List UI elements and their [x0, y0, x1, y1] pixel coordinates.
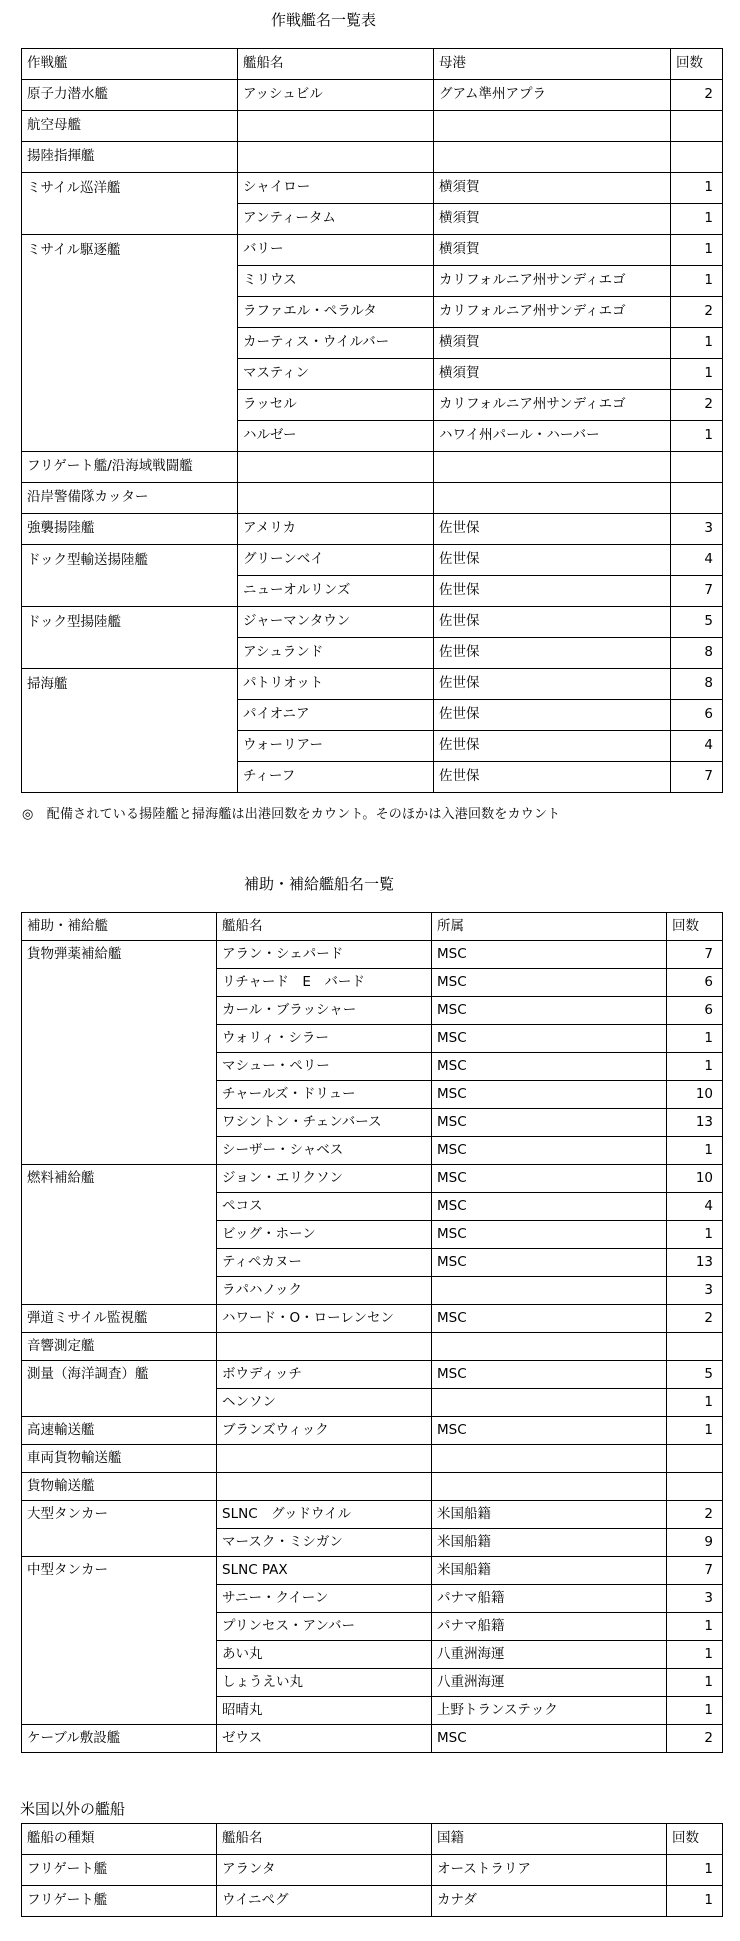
ship-name-cell: グリーンベイ — [238, 545, 434, 576]
table-row — [22, 1557, 723, 1585]
header-cell: 艦船名 — [217, 1824, 432, 1855]
table-row — [22, 1886, 723, 1917]
table-row — [22, 669, 723, 700]
homeport-cell: MSC — [432, 1249, 667, 1277]
homeport-cell: 横須賀 — [434, 328, 671, 359]
homeport-cell — [432, 1277, 667, 1305]
count-cell: 2 — [667, 1725, 723, 1753]
homeport-cell: 佐世保 — [434, 731, 671, 762]
ship-name-cell: パイオニア — [238, 700, 434, 731]
ship-type-cell — [22, 1669, 217, 1697]
ship-name-cell: アメリカ — [238, 514, 434, 545]
homeport-cell: 八重洲海運 — [432, 1641, 667, 1669]
ship-type-cell: フリゲート艦 — [22, 1886, 217, 1917]
header-cell: 母港 — [434, 49, 671, 80]
ship-type-cell — [22, 1137, 217, 1165]
count-cell: 1 — [667, 1221, 723, 1249]
homeport-cell: 米国船籍 — [432, 1501, 667, 1529]
count-cell: 1 — [667, 1641, 723, 1669]
header-cell: 艦船の種類 — [22, 1824, 217, 1855]
homeport-cell: 佐世保 — [434, 514, 671, 545]
table-row — [22, 142, 723, 173]
ship-type-cell — [22, 731, 238, 762]
ship-type-cell: ミサイル巡洋艦 — [22, 173, 238, 204]
count-cell: 5 — [671, 607, 723, 638]
table-row — [22, 1109, 723, 1137]
homeport-cell: MSC — [432, 1417, 667, 1445]
table-row — [22, 1193, 723, 1221]
ship-name-cell: ラファエル・ペラルタ — [238, 297, 434, 328]
count-cell: 13 — [667, 1249, 723, 1277]
ship-type-cell: 音響測定艦 — [22, 1333, 217, 1361]
table-row — [22, 1221, 723, 1249]
ship-name-cell: マシュー・ペリー — [217, 1053, 432, 1081]
homeport-cell: MSC — [432, 1025, 667, 1053]
ship-name-cell: ビッグ・ホーン — [217, 1221, 432, 1249]
table-row — [22, 1669, 723, 1697]
ship-type-cell: 燃料補給艦 — [22, 1165, 217, 1193]
homeport-cell: 佐世保 — [434, 762, 671, 793]
count-cell: 1 — [671, 328, 723, 359]
homeport-cell — [432, 1389, 667, 1417]
ship-name-cell: ハワード・O・ローレンセン — [217, 1305, 432, 1333]
table-row — [22, 1137, 723, 1165]
table-row — [22, 80, 723, 111]
count-cell: 6 — [667, 969, 723, 997]
ship-type-cell — [22, 1109, 217, 1137]
count-cell: 3 — [667, 1277, 723, 1305]
ship-type-cell — [22, 1585, 217, 1613]
ship-type-cell: 揚陸指揮艦 — [22, 142, 238, 173]
table-row — [22, 1697, 723, 1725]
count-cell: 10 — [667, 1081, 723, 1109]
count-cell: 2 — [671, 297, 723, 328]
homeport-cell: 横須賀 — [434, 173, 671, 204]
homeport-cell — [434, 483, 671, 514]
ship-name-cell: カーティス・ウイルバー — [238, 328, 434, 359]
homeport-cell: パナマ船籍 — [432, 1613, 667, 1641]
homeport-cell: 八重洲海運 — [432, 1669, 667, 1697]
count-cell: 7 — [671, 762, 723, 793]
ship-name-cell: ミリウス — [238, 266, 434, 297]
ship-type-cell — [22, 1277, 217, 1305]
ship-name-cell: チャールズ・ドリュー — [217, 1081, 432, 1109]
homeport-cell: 佐世保 — [434, 576, 671, 607]
ship-type-cell — [22, 204, 238, 235]
ship-name-cell: パトリオット — [238, 669, 434, 700]
homeport-cell: 佐世保 — [434, 700, 671, 731]
ship-name-cell: マースク・ミシガン — [217, 1529, 432, 1557]
table-row — [22, 1025, 723, 1053]
count-cell: 6 — [667, 997, 723, 1025]
homeport-cell: 横須賀 — [434, 235, 671, 266]
ship-type-cell: 航空母艦 — [22, 111, 238, 142]
ship-type-cell: 弾道ミサイル監視艦 — [22, 1305, 217, 1333]
homeport-cell: 米国船籍 — [432, 1529, 667, 1557]
header-cell: 回数 — [667, 913, 723, 941]
ship-type-cell — [22, 297, 238, 328]
homeport-cell: カリフォルニア州サンディエゴ — [434, 297, 671, 328]
table2-title: 補助・補給艦船名一覧 — [244, 875, 395, 893]
homeport-cell: カナダ — [432, 1886, 667, 1917]
ship-name-cell — [238, 483, 434, 514]
ship-name-cell: ボウディッチ — [217, 1361, 432, 1389]
table-row — [22, 1501, 723, 1529]
table-row — [22, 1529, 723, 1557]
homeport-cell: MSC — [432, 1137, 667, 1165]
ship-type-cell: 沿岸警備隊カッター — [22, 483, 238, 514]
table-row — [22, 545, 723, 576]
table-row — [22, 1725, 723, 1753]
table-row — [22, 1361, 723, 1389]
count-cell: 1 — [667, 1855, 723, 1886]
table-row — [22, 576, 723, 607]
table-row — [22, 1389, 723, 1417]
table-row — [22, 1305, 723, 1333]
ship-name-cell: ラッセル — [238, 390, 434, 421]
count-cell — [667, 1333, 723, 1361]
homeport-cell — [434, 452, 671, 483]
count-cell: 1 — [671, 173, 723, 204]
homeport-cell: 佐世保 — [434, 545, 671, 576]
ship-type-cell — [22, 1081, 217, 1109]
count-cell: 1 — [667, 1886, 723, 1917]
count-cell: 1 — [667, 1417, 723, 1445]
ship-type-cell: 貨物弾薬補給艦 — [22, 941, 217, 969]
table-row — [22, 762, 723, 793]
table-row — [22, 1445, 723, 1473]
homeport-cell: 佐世保 — [434, 638, 671, 669]
homeport-cell: MSC — [432, 1305, 667, 1333]
ship-name-cell: ジョン・エリクソン — [217, 1165, 432, 1193]
homeport-cell — [434, 142, 671, 173]
table-row — [22, 638, 723, 669]
table-row — [22, 941, 723, 969]
table-row — [22, 1053, 723, 1081]
ship-name-cell — [238, 452, 434, 483]
ship-type-cell: 測量（海洋調査）艦 — [22, 1361, 217, 1389]
ship-type-cell: 貨物輸送艦 — [22, 1473, 217, 1501]
count-cell: 7 — [671, 576, 723, 607]
ship-type-cell: フリゲート艦/沿海域戦闘艦 — [22, 452, 238, 483]
ship-type-cell: 掃海艦 — [22, 669, 238, 700]
ship-type-cell — [22, 997, 217, 1025]
homeport-cell: 上野トランステック — [432, 1697, 667, 1725]
count-cell: 3 — [671, 514, 723, 545]
ship-name-cell: マスティン — [238, 359, 434, 390]
count-cell: 3 — [667, 1585, 723, 1613]
ship-name-cell — [238, 142, 434, 173]
ship-name-cell — [217, 1473, 432, 1501]
table-row — [22, 390, 723, 421]
ship-type-cell: 車両貨物輸送艦 — [22, 1445, 217, 1473]
count-cell: 10 — [667, 1165, 723, 1193]
count-cell: 1 — [667, 1025, 723, 1053]
ship-type-cell — [22, 359, 238, 390]
count-cell: 2 — [671, 80, 723, 111]
count-cell — [671, 483, 723, 514]
count-cell: 1 — [671, 204, 723, 235]
table-row — [22, 297, 723, 328]
ship-type-cell — [22, 700, 238, 731]
foreign-ships-table — [21, 1823, 723, 1917]
ship-name-cell: リチャード E バード — [217, 969, 432, 997]
count-cell: 13 — [667, 1109, 723, 1137]
count-cell: 1 — [667, 1053, 723, 1081]
ship-type-cell — [22, 421, 238, 452]
ship-name-cell: あい丸 — [217, 1641, 432, 1669]
homeport-cell — [432, 1333, 667, 1361]
homeport-cell: MSC — [432, 1081, 667, 1109]
table-row — [22, 1165, 723, 1193]
ship-name-cell: カール・ブラッシャー — [217, 997, 432, 1025]
count-cell: 8 — [671, 638, 723, 669]
ship-name-cell: ヘンソン — [217, 1389, 432, 1417]
ship-name-cell: SLNC PAX — [217, 1557, 432, 1585]
table-row — [22, 1641, 723, 1669]
count-cell: 4 — [671, 731, 723, 762]
ship-name-cell: ラパハノック — [217, 1277, 432, 1305]
foreign-ships-body — [22, 1824, 723, 1917]
ship-type-cell — [22, 1529, 217, 1557]
ship-name-cell: ティペカヌー — [217, 1249, 432, 1277]
homeport-cell: MSC — [432, 941, 667, 969]
ship-type-cell — [22, 576, 238, 607]
count-cell: 1 — [667, 1613, 723, 1641]
ship-type-cell — [22, 1697, 217, 1725]
ship-type-cell: 大型タンカー — [22, 1501, 217, 1529]
table-row — [22, 1585, 723, 1613]
homeport-cell: 佐世保 — [434, 607, 671, 638]
ship-name-cell: サニー・クイーン — [217, 1585, 432, 1613]
ship-type-cell: 中型タンカー — [22, 1557, 217, 1585]
table-row — [22, 1277, 723, 1305]
ship-name-cell: シャイロー — [238, 173, 434, 204]
homeport-cell: MSC — [432, 1109, 667, 1137]
homeport-cell: 佐世保 — [434, 669, 671, 700]
ship-type-cell — [22, 1053, 217, 1081]
homeport-cell — [434, 111, 671, 142]
homeport-cell: MSC — [432, 997, 667, 1025]
ship-name-cell: ハルゼー — [238, 421, 434, 452]
homeport-cell: MSC — [432, 1193, 667, 1221]
ship-name-cell: ジャーマンタウン — [238, 607, 434, 638]
count-cell: 1 — [667, 1389, 723, 1417]
ship-type-cell — [22, 762, 238, 793]
count-cell — [671, 452, 723, 483]
homeport-cell: MSC — [432, 1221, 667, 1249]
table-row — [22, 1473, 723, 1501]
ship-name-cell: バリー — [238, 235, 434, 266]
ship-type-cell — [22, 328, 238, 359]
table-row — [22, 421, 723, 452]
table-row — [22, 997, 723, 1025]
count-cell: 1 — [671, 235, 723, 266]
ship-name-cell: ブランズウィック — [217, 1417, 432, 1445]
table-row — [22, 731, 723, 762]
ship-type-cell — [22, 1389, 217, 1417]
ship-type-cell: フリゲート艦 — [22, 1855, 217, 1886]
count-cell: 6 — [671, 700, 723, 731]
table-row — [22, 1333, 723, 1361]
count-cell: 8 — [671, 669, 723, 700]
table3-title: 米国以外の艦船 — [20, 1800, 126, 1818]
homeport-cell — [432, 1473, 667, 1501]
homeport-cell: グアム準州アプラ — [434, 80, 671, 111]
count-cell — [667, 1473, 723, 1501]
table-row — [22, 1613, 723, 1641]
count-cell: 1 — [667, 1669, 723, 1697]
ship-type-cell — [22, 1641, 217, 1669]
ship-name-cell — [217, 1333, 432, 1361]
combat-ships-body — [22, 49, 723, 793]
ship-name-cell: アラン・シェパード — [217, 941, 432, 969]
homeport-cell: MSC — [432, 1165, 667, 1193]
homeport-cell: MSC — [432, 1725, 667, 1753]
table-row — [22, 1855, 723, 1886]
count-cell: 5 — [667, 1361, 723, 1389]
homeport-cell — [432, 1445, 667, 1473]
ship-type-cell: 高速輸送艦 — [22, 1417, 217, 1445]
ship-name-cell: プリンセス・アンバー — [217, 1613, 432, 1641]
combat-ships-table — [21, 48, 723, 793]
header-cell: 艦船名 — [238, 49, 434, 80]
homeport-cell: パナマ船籍 — [432, 1585, 667, 1613]
ship-type-cell: ドック型揚陸艦 — [22, 607, 238, 638]
ship-type-cell: ケーブル敷設艦 — [22, 1725, 217, 1753]
ship-name-cell: アッシュビル — [238, 80, 434, 111]
ship-name-cell: ウォリィ・シラー — [217, 1025, 432, 1053]
count-cell: 7 — [667, 1557, 723, 1585]
count-cell: 1 — [667, 1137, 723, 1165]
header-row — [22, 913, 723, 941]
ship-type-cell — [22, 638, 238, 669]
table-row — [22, 204, 723, 235]
count-cell — [667, 1445, 723, 1473]
ship-type-cell — [22, 1025, 217, 1053]
header-cell: 回数 — [671, 49, 723, 80]
ship-name-cell: ペコス — [217, 1193, 432, 1221]
homeport-cell: MSC — [432, 1361, 667, 1389]
count-cell: 1 — [671, 359, 723, 390]
table-row — [22, 969, 723, 997]
ship-name-cell: SLNC グッドウイル — [217, 1501, 432, 1529]
table-row — [22, 1081, 723, 1109]
count-cell: 4 — [671, 545, 723, 576]
count-cell: 2 — [667, 1305, 723, 1333]
ship-name-cell — [217, 1445, 432, 1473]
count-note: ◎ 配備されている揚陸艦と掃海艦は出港回数をカウント。そのほかは入港回数をカウント — [22, 807, 561, 822]
homeport-cell: カリフォルニア州サンディエゴ — [434, 266, 671, 297]
count-cell: 9 — [667, 1529, 723, 1557]
ship-name-cell: ウォーリアー — [238, 731, 434, 762]
ship-type-cell — [22, 390, 238, 421]
table-row — [22, 235, 723, 266]
count-cell: 4 — [667, 1193, 723, 1221]
ship-name-cell: しょうえい丸 — [217, 1669, 432, 1697]
header-cell: 所属 — [432, 913, 667, 941]
count-cell: 2 — [671, 390, 723, 421]
ship-name-cell: ニューオルリンズ — [238, 576, 434, 607]
ship-type-cell — [22, 1249, 217, 1277]
count-cell — [671, 142, 723, 173]
table-row — [22, 173, 723, 204]
ship-type-cell — [22, 1221, 217, 1249]
table-row — [22, 700, 723, 731]
ship-name-cell: アンティータム — [238, 204, 434, 235]
count-cell: 1 — [671, 266, 723, 297]
ship-name-cell: ゼウス — [217, 1725, 432, 1753]
header-cell: 作戦艦 — [22, 49, 238, 80]
homeport-cell: 米国船籍 — [432, 1557, 667, 1585]
ship-name-cell: 昭晴丸 — [217, 1697, 432, 1725]
table1-title: 作戦艦名一覧表 — [271, 11, 377, 29]
homeport-cell: 横須賀 — [434, 359, 671, 390]
homeport-cell: MSC — [432, 1053, 667, 1081]
table-row — [22, 111, 723, 142]
ship-type-cell: 原子力潜水艦 — [22, 80, 238, 111]
header-cell: 回数 — [667, 1824, 723, 1855]
table-row — [22, 483, 723, 514]
ship-type-cell — [22, 266, 238, 297]
table-row — [22, 452, 723, 483]
count-cell: 1 — [671, 421, 723, 452]
homeport-cell: MSC — [432, 969, 667, 997]
header-cell: 補助・補給艦 — [22, 913, 217, 941]
homeport-cell: 横須賀 — [434, 204, 671, 235]
ship-type-cell: ドック型輸送揚陸艦 — [22, 545, 238, 576]
table-row — [22, 1417, 723, 1445]
ship-type-cell: 強襲揚陸艦 — [22, 514, 238, 545]
header-row — [22, 1824, 723, 1855]
ship-type-cell: ミサイル駆逐艦 — [22, 235, 238, 266]
homeport-cell: カリフォルニア州サンディエゴ — [434, 390, 671, 421]
header-row — [22, 49, 723, 80]
table-row — [22, 359, 723, 390]
count-cell: 2 — [667, 1501, 723, 1529]
homeport-cell: オーストラリア — [432, 1855, 667, 1886]
ship-type-cell — [22, 1193, 217, 1221]
ship-type-cell — [22, 969, 217, 997]
support-ships-table — [21, 912, 723, 1753]
support-ships-body — [22, 913, 723, 1753]
table-row — [22, 1249, 723, 1277]
table-row — [22, 266, 723, 297]
homeport-cell: ハワイ州パール・ハーバー — [434, 421, 671, 452]
ship-name-cell: アシュランド — [238, 638, 434, 669]
ship-type-cell — [22, 1613, 217, 1641]
count-cell: 7 — [667, 941, 723, 969]
ship-name-cell — [238, 111, 434, 142]
ship-name-cell: チィーフ — [238, 762, 434, 793]
header-cell: 国籍 — [432, 1824, 667, 1855]
ship-name-cell: アランタ — [217, 1855, 432, 1886]
ship-name-cell: ワシントン・チェンバース — [217, 1109, 432, 1137]
count-cell — [671, 111, 723, 142]
count-cell: 1 — [667, 1697, 723, 1725]
table-row — [22, 514, 723, 545]
table-row — [22, 328, 723, 359]
ship-name-cell: シーザー・シャベス — [217, 1137, 432, 1165]
table-row — [22, 607, 723, 638]
header-cell: 艦船名 — [217, 913, 432, 941]
ship-name-cell: ウイニペグ — [217, 1886, 432, 1917]
